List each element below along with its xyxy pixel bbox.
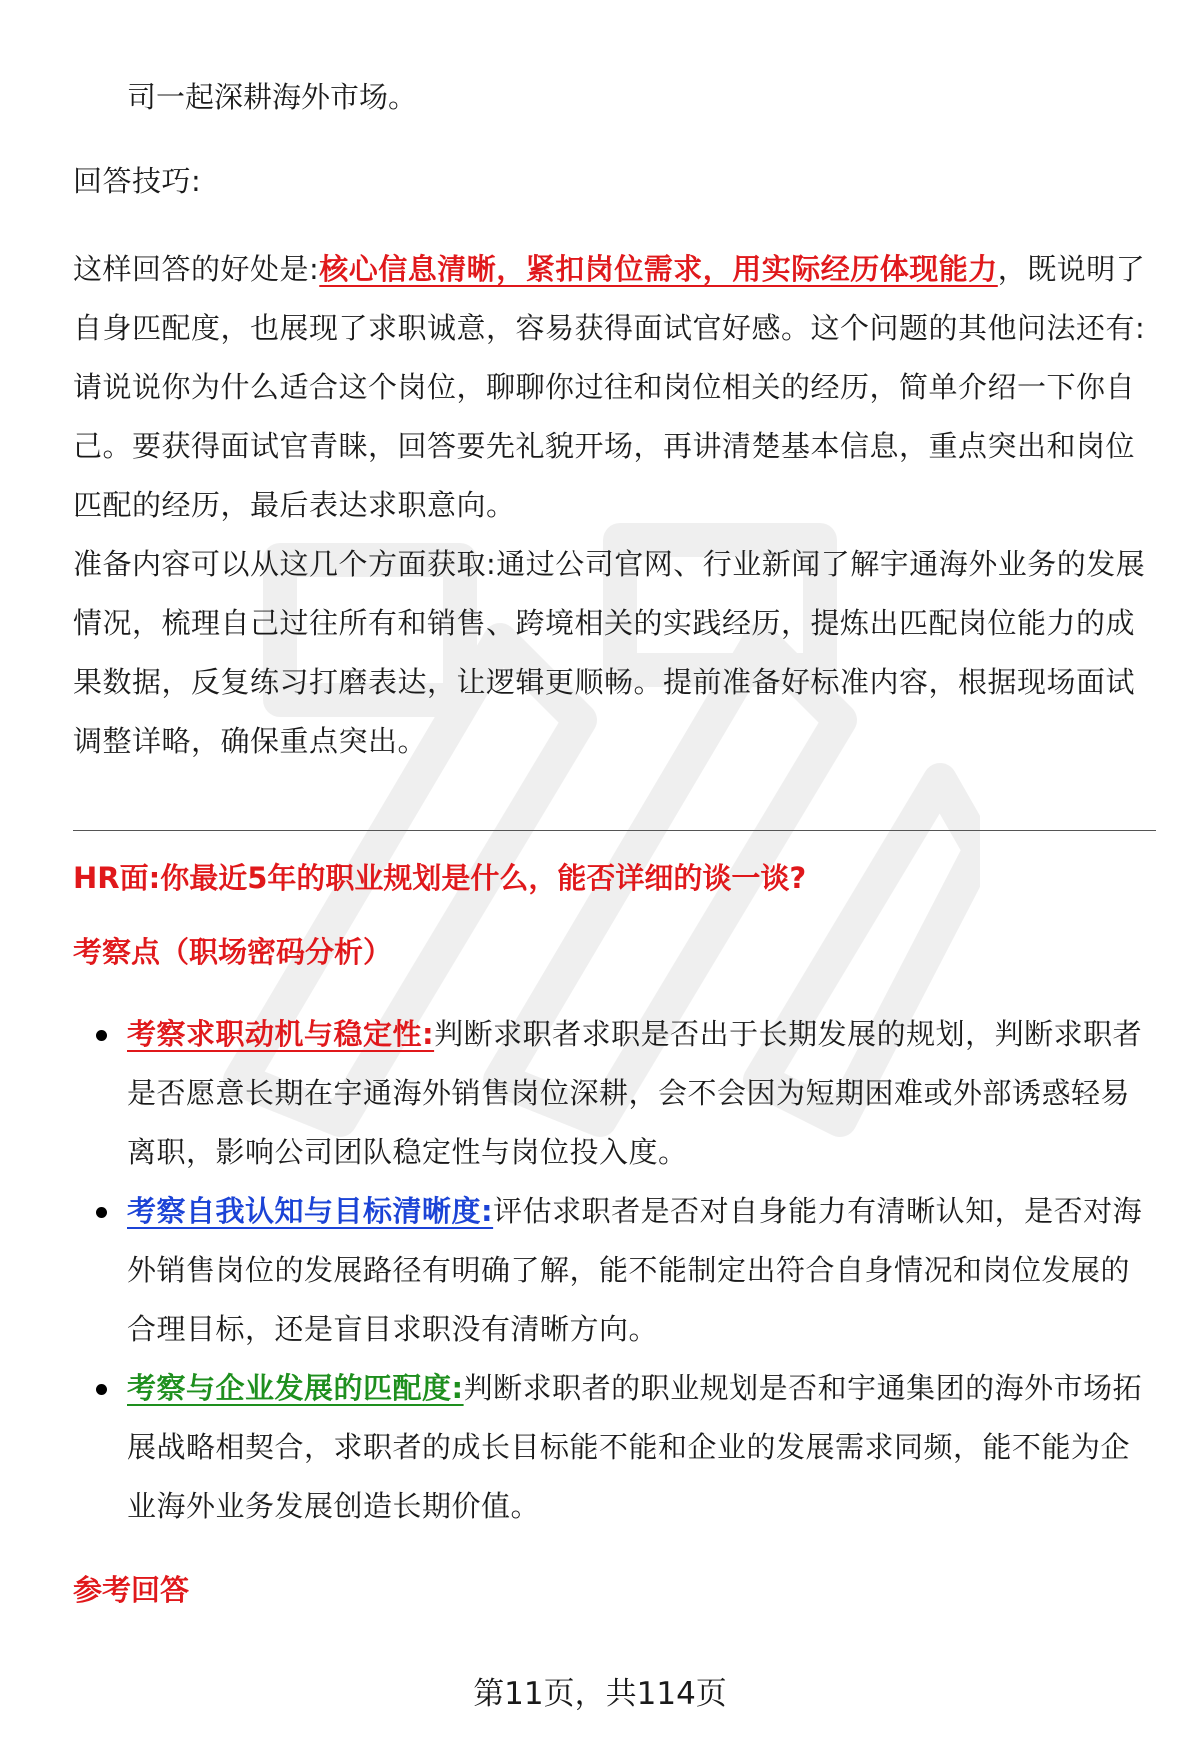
tips-suffix: ，既说明了自身匹配度，也展现了求职诚意，容易获得面试官好感。这个问题的其他问法还有:请说说你为什么适合这个岗位，聊聊你过往和岗位相关的经历，简单介绍一下你自己。要获得面试官青睐，回答要先礼貌开场，再讲清楚基本信息，重点突出和岗位匹配的经历，最后表达求职意向。 — [73, 252, 1146, 522]
bullet-keyword: 考察求职动机与稳定性: — [127, 1017, 435, 1051]
list-item — [127, 1182, 1157, 1359]
continuation-line: 司一起深耕海外市场。 — [127, 80, 418, 114]
tips-paragraph — [73, 240, 1151, 535]
bullet-dot-icon — [96, 1207, 107, 1218]
bullet-keyword: 考察与企业发展的匹配度: — [127, 1371, 464, 1405]
analysis-bullet-list — [127, 1005, 1157, 1536]
page-footer: 第11页，共114页 — [473, 1676, 727, 1712]
bullet-keyword: 考察自我认知与目标清晰度: — [127, 1194, 494, 1228]
analysis-title: 考察点（职场密码分析） — [73, 935, 393, 969]
bullet-text: 判断求职者求职是否出于长期发展的规划，判断求职者是否愿意长期在宇通海外销售岗位深耕，会不会因为短期困难或外部诱惑轻易离职，影响公司团队稳定性与岗位投入度。 — [127, 1017, 1143, 1169]
prep-paragraph: 准备内容可以从这几个方面获取:通过公司官网、行业新闻了解宇通海外业务的发展情况，梳理自己过往所有和销售、跨境相关的实践经历，提炼出匹配岗位能力的成果数据，反复练习打磨表达，让逻辑更顺畅。提前准备好标准内容，根据现场面试调整详略，确保重点突出。 — [73, 547, 1146, 758]
question-title: HR面:你最近5年的职业规划是什么，能否详细的谈一谈? — [73, 861, 807, 895]
reference-answer-title: 参考回答 — [73, 1573, 190, 1607]
bullet-text: 评估求职者是否对自身能力有清晰认知，是否对海外销售岗位的发展路径有明确了解，能不能制定出符合自身情况和岗位发展的合理目标，还是盲目求职没有清晰方向。 — [127, 1194, 1143, 1346]
bullet-dot-icon — [96, 1030, 107, 1041]
list-item — [127, 1359, 1157, 1536]
section-divider — [73, 830, 1156, 831]
tips-prefix: 这样回答的好处是: — [73, 252, 320, 286]
list-item — [127, 1005, 1157, 1182]
bullet-text: 判断求职者的职业规划是否和宇通集团的海外市场拓展战略相契合，求职者的成长目标能不能和企业的发展需求同频，能不能为企业海外业务发展创造长期价值。 — [127, 1371, 1143, 1523]
tips-highlight: 核心信息清晰，紧扣岗位需求，用实际经历体现能力 — [319, 252, 998, 286]
bullet-dot-icon — [96, 1384, 107, 1395]
tips-label: 回答技巧: — [73, 164, 202, 198]
